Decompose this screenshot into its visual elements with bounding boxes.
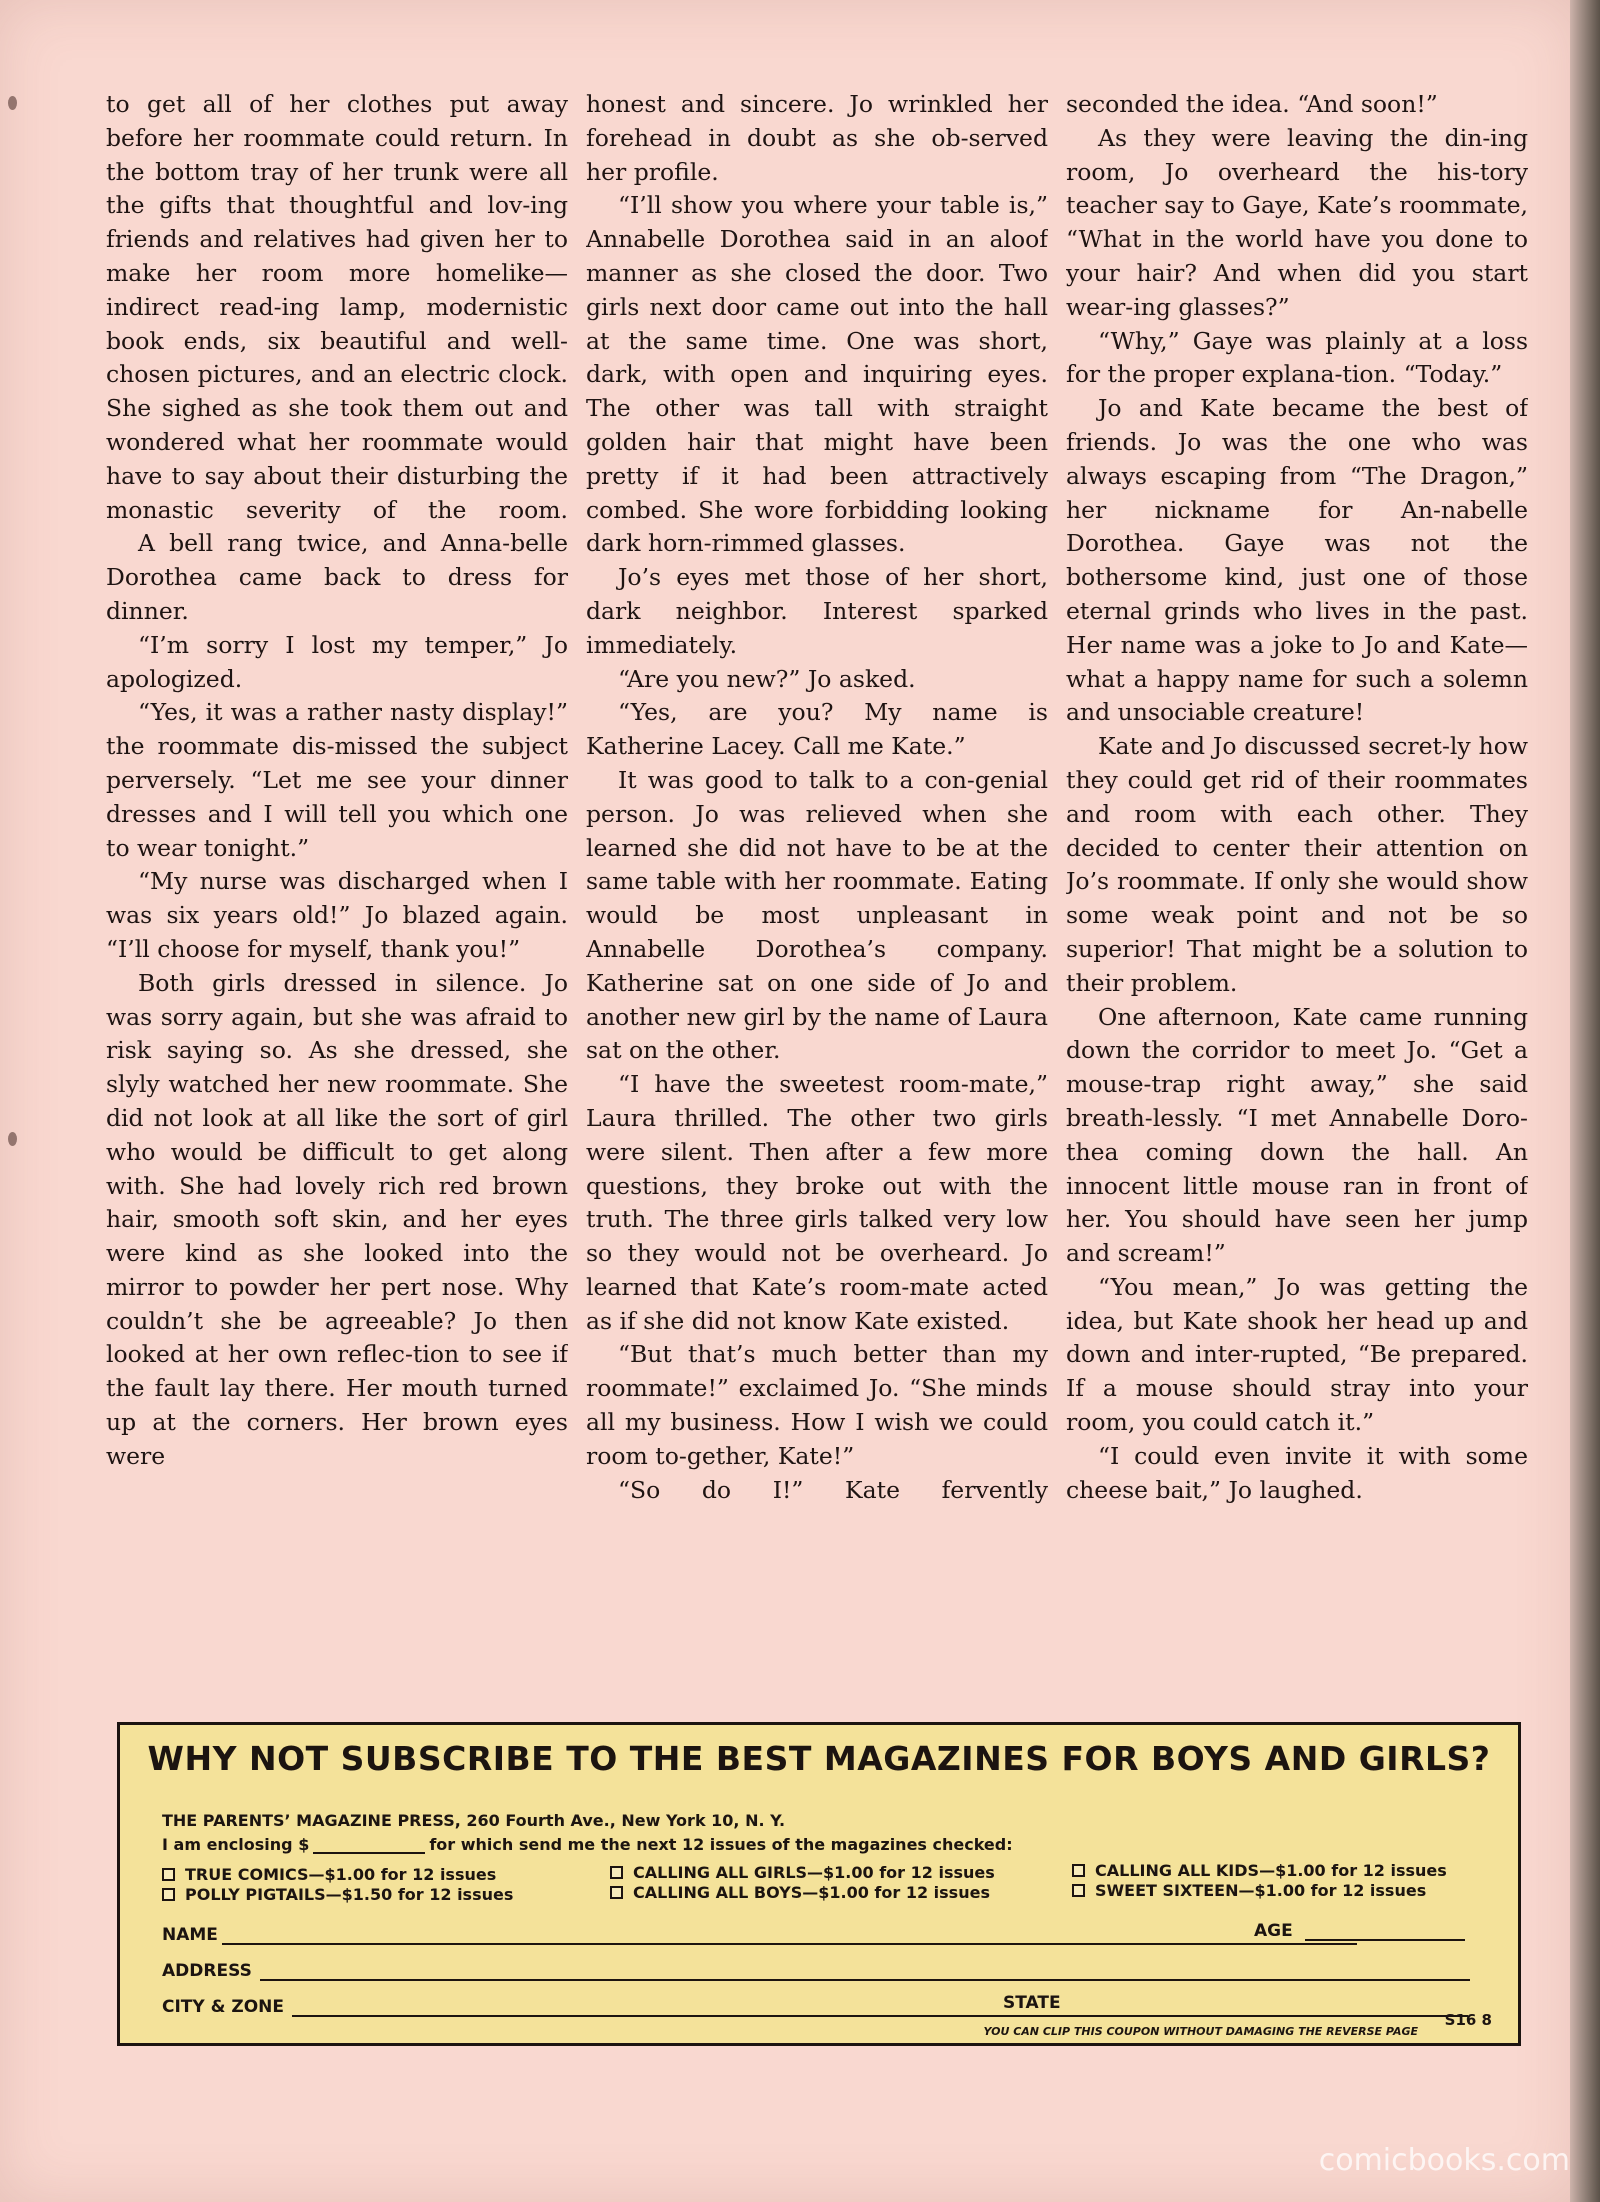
paragraph: “I could even invite it with some cheese bait,” Jo laughed. bbox=[1066, 1441, 1528, 1504]
paragraph: “But that’s much better than my roommate!” exclaimed Jo. “She minds all my business. How I wish we could room to-gether, Kate!” bbox=[586, 1340, 1048, 1470]
coupon-headline: WHY NOT SUBSCRIBE TO THE BEST MAGAZINES FOR BOYS AND GIRLS? bbox=[147, 1739, 1491, 1778]
coupon-code: S16 8 bbox=[1444, 2011, 1492, 2029]
clip-note: YOU CAN CLIP THIS COUPON WITHOUT DAMAGING THE REVERSE PAGE bbox=[983, 2025, 1418, 2038]
publisher-address: THE PARENTS’ MAGAZINE PRESS, 260 Fourth Ave., New York 10, N. Y. bbox=[162, 1811, 786, 1830]
paragraph: honest and sincere. Jo wrinkled her forehead in doubt as she ob-served her profile. bbox=[586, 90, 1048, 186]
story-column-1 bbox=[106, 88, 568, 1706]
paragraph: It was good to talk to a con-genial person. Jo was relieved when she learned she did not have to be at the same table with her roommate. Eating would be most unpleasant in Annabelle Dorothea’s company. Katherine sat on one side of Jo and another new girl by the name of Laura sat on the other. bbox=[586, 765, 1048, 1065]
option-calling-all-kids[interactable]: CALLING ALL KIDS—$1.00 for 12 issues bbox=[1072, 1861, 1447, 1880]
paragraph: As they were leaving the din-ing room, Jo overheard the his-tory teacher say to Gaye, Kate’s roommate, “What in the world have you done to your hair? And when did you start wear-ing glasses?” bbox=[1066, 123, 1528, 321]
age-label: AGE bbox=[1254, 1921, 1293, 1941]
amount-blank[interactable] bbox=[313, 1838, 425, 1854]
option-sweet-sixteen[interactable]: SWEET SIXTEEN—$1.00 for 12 issues bbox=[1072, 1881, 1426, 1900]
option-true-comics[interactable]: TRUE COMICS—$1.00 for 12 issues bbox=[162, 1865, 496, 1884]
paragraph: “Yes, are you? My name is Katherine Lacey. Call me Kate.” bbox=[586, 698, 1048, 761]
checkbox[interactable] bbox=[1072, 1884, 1085, 1897]
binding-hole bbox=[8, 96, 17, 110]
address-label: ADDRESS bbox=[162, 1961, 252, 1981]
checkbox[interactable] bbox=[610, 1886, 623, 1899]
age-field[interactable] bbox=[1305, 1939, 1465, 1941]
city-zone-label: CITY & ZONE bbox=[162, 1997, 284, 2017]
address-field[interactable] bbox=[260, 1979, 1470, 1981]
paragraph: “I’m sorry I lost my temper,” Jo apologized. bbox=[106, 630, 568, 693]
name-label: NAME bbox=[162, 1925, 218, 1945]
subscription-coupon bbox=[117, 1722, 1521, 2046]
story-columns bbox=[106, 88, 1528, 1706]
page-edge-shadow bbox=[1570, 0, 1600, 2202]
paragraph: Jo and Kate became the best of friends. Jo was the one who was always escaping from “The Dragon,” her nickname for An-nabelle Dorothea. Gaye was not the bothersome kind, just one of those eternal grinds who lives in the past. Her name was a joke to Jo and Kate—what a happy name for such a solemn and unsociable creature! bbox=[1066, 394, 1528, 727]
paragraph: Jo’s eyes met those of her short, dark neighbor. Interest sparked immediately. bbox=[586, 563, 1048, 659]
paragraph: “I’ll show you where your table is,” Annabelle Dorothea said in an aloof manner as she closed the door. Two girls next door came out into the hall at the same time. One was short, dark, with open and inquiring eyes. The other was tall with straight golden hair that might have been pretty if it had been attractively combed. She wore forbidding looking dark horn-rimmed glasses. bbox=[586, 191, 1048, 558]
paragraph: “You mean,” Jo was getting the idea, but Kate shook her head up and down and inter-rupted, “Be prepared. If a mouse should stray into your room, you could catch it.” bbox=[1066, 1272, 1528, 1437]
paragraph: “So do I!” Kate fervently bbox=[618, 1475, 1048, 1504]
city-zone-field[interactable] bbox=[292, 2015, 1468, 2017]
enclosing-line bbox=[162, 1835, 1013, 1854]
checkbox[interactable] bbox=[162, 1868, 175, 1881]
story-column-2 bbox=[586, 88, 1048, 1706]
story-column-3 bbox=[1066, 88, 1528, 1706]
paragraph: A bell rang twice, and Anna-belle Dorothea came back to dress for dinner. bbox=[106, 529, 568, 625]
option-polly-pigtails[interactable]: POLLY PIGTAILS—$1.50 for 12 issues bbox=[162, 1885, 513, 1904]
paragraph: Both girls dressed in silence. Jo was sorry again, but she was afraid to risk saying so. As she dressed, she slyly watched her new roommate. She did not look at all like the sort of girl who would be difficult to get along with. She had lovely rich red brown hair, smooth soft skin, and her eyes were kind as she looked into the mirror to powder her pert nose. Why couldn’t she be agreeable? Jo then looked at her own reflec-tion to see if the fault lay there. Her mouth turned up at the corners. Her brown eyes were bbox=[106, 968, 568, 1470]
paragraph: “My nurse was discharged when I was six years old!” Jo blazed again. “I’ll choose for myself, thank you!” bbox=[106, 867, 568, 963]
paragraph: “Are you new?” Jo asked. bbox=[618, 664, 916, 693]
paragraph: seconded the idea. “And soon!” bbox=[1066, 90, 1438, 118]
checkbox[interactable] bbox=[610, 1866, 623, 1879]
name-field[interactable] bbox=[222, 1943, 1357, 1945]
binding-hole bbox=[8, 1132, 17, 1146]
paragraph: to get all of her clothes put away before her roommate could return. In the bottom tray of her trunk were all the gifts that thoughtful and lov-ing friends and relatives had given her to make her room more homelike—indirect read-ing lamp, modernistic book ends, six beautiful and well-chosen pictures, and an electric clock. She sighed as she took them out and wondered what her roommate would have to say about their disturbing the monastic severity of the room. bbox=[106, 90, 568, 524]
paragraph: “Why,” Gaye was plainly at a loss for the proper explana-tion. “Today.” bbox=[1066, 326, 1528, 389]
checkbox[interactable] bbox=[162, 1888, 175, 1901]
site-watermark: comicbooks.com bbox=[1318, 2143, 1570, 2178]
paragraph: Kate and Jo discussed secret-ly how they could get rid of their roommates and room with each other. They decided to center their attention on Jo’s roommate. If only she would show some weak point and not be so superior! That might be a solution to their problem. bbox=[1066, 732, 1528, 997]
option-calling-all-boys[interactable]: CALLING ALL BOYS—$1.00 for 12 issues bbox=[610, 1883, 990, 1902]
enclosing-suffix: for which send me the next 12 issues of the magazines checked: bbox=[429, 1835, 1013, 1854]
option-calling-all-girls[interactable]: CALLING ALL GIRLS—$1.00 for 12 issues bbox=[610, 1863, 995, 1882]
paragraph: “I have the sweetest room-mate,” Laura thrilled. The other two girls were silent. Then after a few more questions, they broke out with the truth. The three girls talked very low so they would not be overheard. Jo learned that Kate’s room-mate acted as if she did not know Kate existed. bbox=[586, 1070, 1048, 1335]
paragraph: “Yes, it was a rather nasty display!” the roommate dis-missed the subject perversely. “Let me see your dinner dresses and I will tell you which one to wear tonight.” bbox=[106, 698, 568, 862]
enclosing-prefix: I am enclosing $ bbox=[162, 1835, 310, 1854]
state-label: STATE bbox=[1000, 1993, 1064, 2013]
paragraph: One afternoon, Kate came running down the corridor to meet Jo. “Get a mouse-trap right away,” she said breath-lessly. “I met Annabelle Doro-thea coming down the hall. An innocent little mouse ran in front of her. You should have seen her jump and scream!” bbox=[1066, 1002, 1528, 1268]
checkbox[interactable] bbox=[1072, 1864, 1085, 1877]
